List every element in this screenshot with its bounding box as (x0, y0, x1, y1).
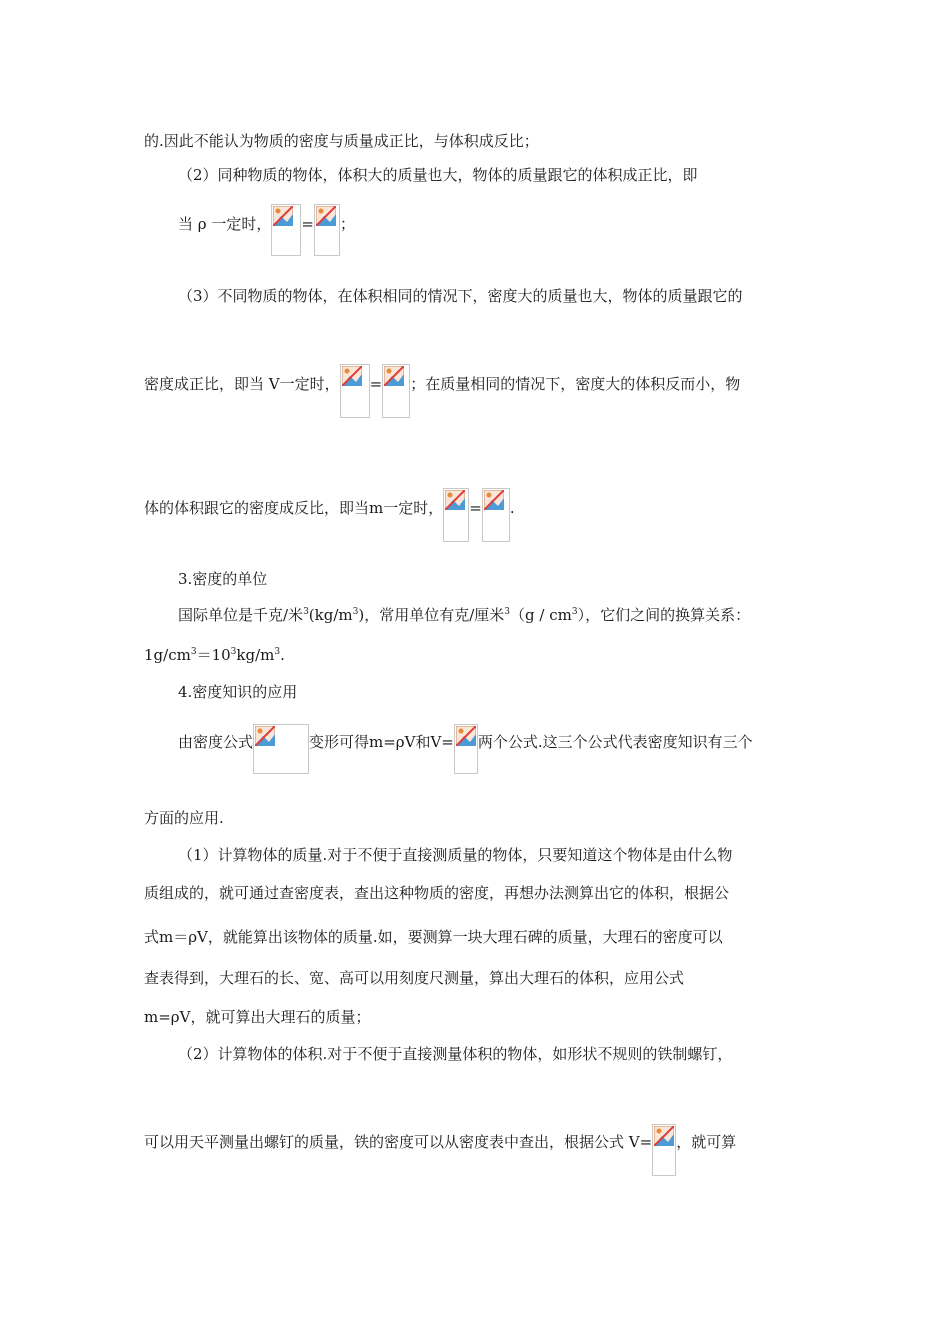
text-segment: 变形可得m=ρV和V= (309, 733, 454, 751)
text-segment: 由密度公式 (178, 733, 254, 751)
superscript: 3 (274, 647, 281, 657)
text-segment: . (280, 646, 285, 664)
superscript: 3 (352, 607, 359, 617)
text-segment: (kg/m (308, 606, 353, 624)
equals-sign: = (469, 499, 482, 517)
equals-sign: = (301, 215, 314, 233)
superscript: 3 (303, 607, 309, 617)
section-heading: 3.密度的单位 (178, 570, 268, 588)
paragraph-line: （2）同种物质的物体，体积大的质量也大，物体的质量跟它的体积成正比，即 (178, 166, 698, 184)
formula-line (178, 732, 753, 774)
broken-image-icon (456, 726, 476, 746)
text-segment: 当 ρ 一定时， (178, 215, 272, 233)
broken-image-icon (484, 490, 504, 510)
broken-image-icon (384, 366, 404, 386)
broken-image-icon (316, 206, 336, 226)
paragraph-line: 方面的应用. (144, 809, 224, 827)
text-segment: . (509, 499, 515, 517)
formula-image (454, 724, 478, 774)
formula-image (271, 204, 301, 256)
paragraph-line: 的.因此不能认为物质的密度与质量成正比，与体积成反比； (144, 132, 539, 150)
text-segment: 国际单位是千克/米 (178, 606, 304, 624)
paragraph-line: （3）不同物质的物体，在体积相同的情况下，密度大的质量也大，物体的质量跟它的 (178, 287, 743, 305)
paragraph-line (144, 645, 285, 665)
text-segment: 1g/cm (144, 646, 191, 664)
broken-image-icon (255, 726, 275, 746)
superscript: 3 (230, 647, 237, 657)
formula-line (178, 214, 355, 256)
formula-line (144, 374, 740, 418)
paragraph-line: （2）计算物体的体积.对于不便于直接测量体积的物体，如形状不规则的铁制螺钉， (178, 1045, 733, 1063)
broken-image-icon (342, 366, 362, 386)
formula-line (144, 498, 515, 542)
section-heading: 4.密度知识的应用 (178, 683, 298, 701)
broken-image-icon (445, 490, 465, 510)
equals-sign: = (369, 375, 383, 393)
text-segment: ），它们之间的换算关系： (577, 606, 751, 624)
paragraph-line (178, 605, 750, 625)
formula-image (382, 364, 410, 418)
text-segment: )，常用单位有克/厘米 (358, 606, 505, 624)
formula-image (443, 488, 469, 542)
text-segment: ；在质量相同的情况下，密度大的体积反而小，物 (410, 375, 741, 393)
paragraph-line: 式m＝ρV，就能算出该物体的质量.如，要测算一块大理石碑的质量，大理石的密度可以 (144, 928, 723, 946)
broken-image-icon (654, 1126, 674, 1146)
formula-image (482, 488, 510, 542)
paragraph-line: （1）计算物体的质量.对于不便于直接测质量的物体，只要知道这个物体是由什么物 (178, 846, 733, 864)
formula-image (340, 364, 370, 418)
formula-image (253, 724, 309, 774)
text-segment: ； (339, 215, 355, 233)
text-segment: （g / cm (510, 606, 572, 624)
paragraph-line: 查表得到，大理石的长、宽、高可以用刻度尺测量，算出大理石的体积，应用公式 (144, 969, 685, 987)
superscript: 3 (190, 647, 197, 657)
broken-image-icon (273, 206, 293, 226)
formula-image (652, 1124, 676, 1176)
text-segment: 体的体积跟它的密度成反比，即当m一定时， (144, 499, 444, 517)
text-segment: ＝10 (196, 646, 231, 664)
text-segment: ，就可算 (676, 1133, 737, 1151)
text-segment: 可以用天平测量出螺钉的质量，铁的密度可以从密度表中查出，根据公式 V= (144, 1133, 653, 1151)
formula-image (314, 204, 340, 256)
text-segment: kg/m (236, 646, 275, 664)
paragraph-line: m=ρV，就可算出大理石的质量； (144, 1008, 371, 1026)
text-segment: 密度成正比，即当 V一定时， (144, 375, 340, 393)
text-segment: 两个公式.这三个公式代表密度知识有三个 (477, 733, 753, 751)
paragraph-line: 质组成的，就可通过查密度表，查出这种物质的密度，再想办法测算出它的体积，根据公 (144, 884, 730, 902)
superscript: 3 (504, 607, 511, 617)
formula-line (144, 1132, 736, 1176)
superscript: 3 (571, 607, 578, 617)
